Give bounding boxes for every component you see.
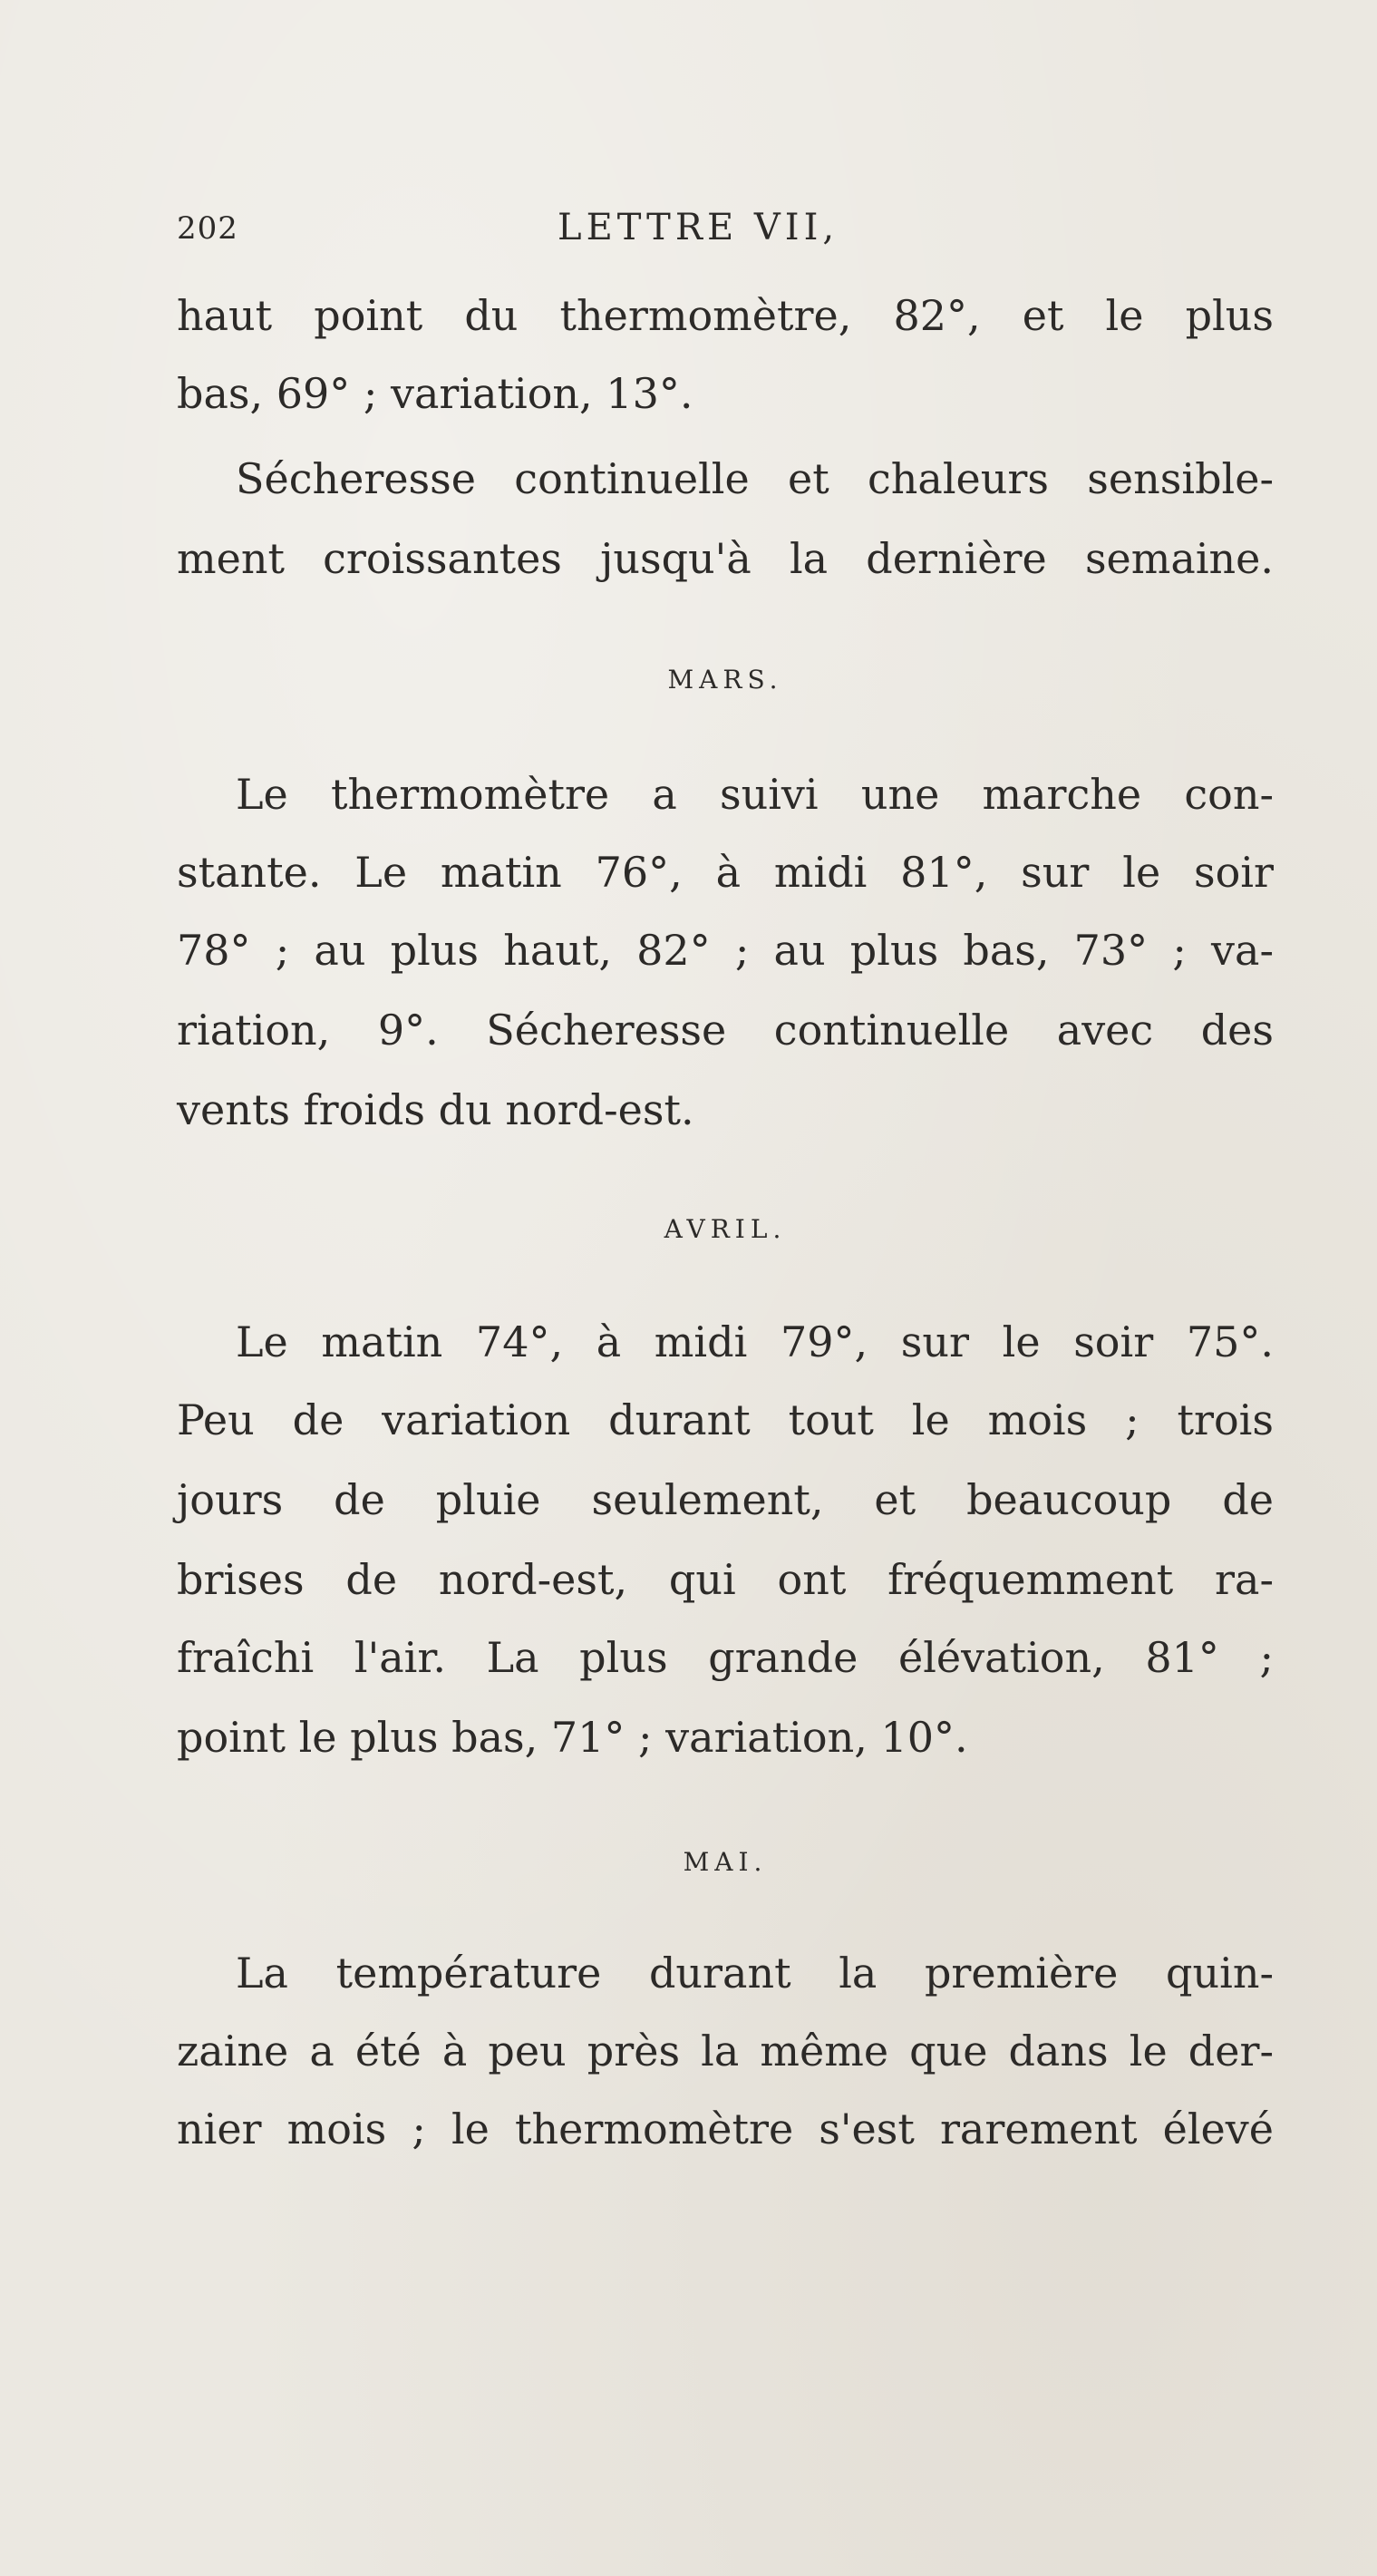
running-head: LETTRE VII,: [558, 207, 839, 248]
text-line: brises de nord-est, qui ont fréquemment ra-: [177, 1555, 1274, 1604]
page-header: [177, 201, 1274, 256]
text-line: jours de pluie seulement, et beaucoup de: [177, 1475, 1274, 1524]
text-line: zaine a été à peu près la même que dans le der-: [177, 2027, 1274, 2075]
section-heading-mai: MAI.: [683, 1847, 768, 1877]
text-line: nier mois ; le thermomètre s'est rarement élevé: [177, 2105, 1274, 2153]
text-line: bas, 69° ; variation, 13°.: [177, 369, 693, 418]
text-line: 78° ; au plus haut, 82° ; au plus bas, 73° ; va-: [177, 926, 1274, 975]
text-line: riation, 9°. Sécheresse continuelle avec des: [177, 1006, 1274, 1055]
page-number: 202: [177, 210, 238, 247]
section-heading-avril: AVRIL.: [664, 1214, 787, 1244]
text-line: Sécheresse continuelle et chaleurs sensible-: [236, 454, 1274, 503]
text-line: haut point du thermomètre, 82°, et le plus: [177, 291, 1274, 340]
text-line: fraîchi l'air. La plus grande élévation, 81° ;: [177, 1633, 1274, 1682]
text-line: Le thermomètre a suivi une marche con-: [236, 770, 1274, 819]
text-line: point le plus bas, 71° ; variation, 10°.: [177, 1713, 968, 1762]
section-heading-mars: MARS.: [667, 665, 783, 695]
text-line: vents froids du nord-est.: [177, 1085, 694, 1134]
text-line: La température durant la première quin-: [236, 1949, 1274, 1998]
text-line: stante. Le matin 76°, à midi 81°, sur le soir: [177, 848, 1274, 897]
text-line: Le matin 74°, à midi 79°, sur le soir 75°.: [236, 1317, 1274, 1366]
text-line: ment croissantes jusqu'à la dernière semaine.: [177, 534, 1274, 583]
text-line: Peu de variation durant tout le mois ; trois: [177, 1395, 1274, 1444]
